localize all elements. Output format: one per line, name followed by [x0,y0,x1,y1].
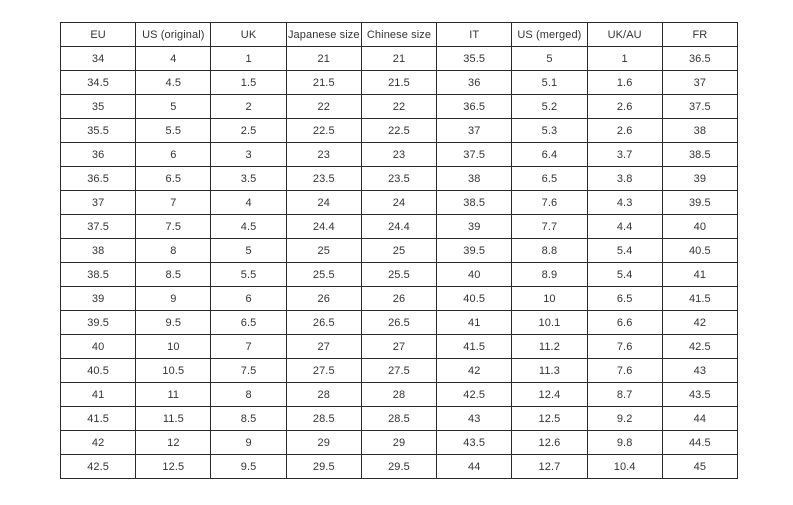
table-cell: 43 [437,407,512,431]
table-row [61,383,738,407]
table-cell: 35 [61,95,136,119]
table-row [61,215,738,239]
table-cell: 36 [437,71,512,95]
table-row [61,71,738,95]
table-cell: 29 [361,431,436,455]
table-cell: 38.5 [437,191,512,215]
column-header: UK/AU [587,23,662,47]
table-cell: 40 [61,335,136,359]
table-cell: 8.5 [136,263,211,287]
table-row [61,191,738,215]
table-cell: 25.5 [361,263,436,287]
table-cell: 8.8 [512,239,587,263]
table-cell: 25 [286,239,361,263]
table-cell: 38.5 [61,263,136,287]
table-cell: 4.3 [587,191,662,215]
table-cell: 37 [61,191,136,215]
table-cell: 5.3 [512,119,587,143]
table-cell: 12.7 [512,455,587,479]
table-cell: 37 [662,71,737,95]
table-cell: 44 [662,407,737,431]
table-row [61,95,738,119]
table-cell: 26.5 [286,311,361,335]
table-cell: 8.5 [211,407,286,431]
table-cell: 25 [361,239,436,263]
table-cell: 7.5 [136,215,211,239]
table-cell: 5.1 [512,71,587,95]
header-row [61,23,738,47]
table-cell: 39 [61,287,136,311]
table-cell: 26 [361,287,436,311]
table-row [61,143,738,167]
table-cell: 7 [211,335,286,359]
table-cell: 5 [512,47,587,71]
table-row [61,47,738,71]
table-cell: 38 [61,239,136,263]
table-cell: 41.5 [437,335,512,359]
table-cell: 9 [211,431,286,455]
table-cell: 42.5 [662,335,737,359]
table-cell: 8.9 [512,263,587,287]
table-cell: 12.5 [136,455,211,479]
table-cell: 34.5 [61,71,136,95]
table-cell: 6 [211,287,286,311]
table-cell: 42 [61,431,136,455]
table-cell: 37.5 [437,143,512,167]
table-cell: 8 [211,383,286,407]
shoe-size-conversion-table [60,22,738,479]
table-cell: 29.5 [361,455,436,479]
table-cell: 21.5 [286,71,361,95]
table-cell: 11.2 [512,335,587,359]
table-cell: 9.5 [211,455,286,479]
table-row [61,431,738,455]
table-cell: 37.5 [662,95,737,119]
table-cell: 1 [211,47,286,71]
table-cell: 5 [136,95,211,119]
table-cell: 21 [361,47,436,71]
table-cell: 5 [211,239,286,263]
table-row [61,119,738,143]
table-cell: 42 [662,311,737,335]
table-cell: 38 [437,167,512,191]
table-cell: 4 [136,47,211,71]
table-cell: 6.6 [587,311,662,335]
table-cell: 6.4 [512,143,587,167]
table-cell: 34 [61,47,136,71]
table-row [61,239,738,263]
table-cell: 26 [286,287,361,311]
table-cell: 10.5 [136,359,211,383]
table-cell: 7.7 [512,215,587,239]
column-header: US (merged) [512,23,587,47]
table-cell: 9.8 [587,431,662,455]
table-cell: 11 [136,383,211,407]
table-row [61,359,738,383]
table-cell: 29.5 [286,455,361,479]
table-cell: 5.4 [587,239,662,263]
table-cell: 38 [662,119,737,143]
table-cell: 5.4 [587,263,662,287]
table-row [61,263,738,287]
table-cell: 2.5 [211,119,286,143]
table-cell: 7.5 [211,359,286,383]
table-cell: 3.5 [211,167,286,191]
table-cell: 28.5 [286,407,361,431]
table-cell: 22.5 [361,119,436,143]
table-cell: 44.5 [662,431,737,455]
table-cell: 43.5 [437,431,512,455]
table-cell: 4 [211,191,286,215]
table-cell: 43.5 [662,383,737,407]
table-cell: 28 [286,383,361,407]
table-cell: 8.7 [587,383,662,407]
table-row [61,407,738,431]
column-header: Chinese size [361,23,436,47]
table-cell: 36.5 [61,167,136,191]
table-cell: 43 [662,359,737,383]
table-cell: 9 [136,287,211,311]
table-cell: 3 [211,143,286,167]
table-cell: 12.5 [512,407,587,431]
table-cell: 12.4 [512,383,587,407]
table-cell: 22.5 [286,119,361,143]
table-cell: 41 [662,263,737,287]
column-header: UK [211,23,286,47]
table-cell: 12 [136,431,211,455]
table-cell: 6.5 [587,287,662,311]
table-cell: 22 [286,95,361,119]
table-cell: 22 [361,95,436,119]
table-cell: 2.6 [587,95,662,119]
table-cell: 27 [361,335,436,359]
table-cell: 36.5 [662,47,737,71]
table-cell: 7.6 [587,335,662,359]
table-cell: 27 [286,335,361,359]
table-row [61,335,738,359]
column-header: FR [662,23,737,47]
table-cell: 11.5 [136,407,211,431]
table-cell: 35.5 [437,47,512,71]
table-cell: 23 [361,143,436,167]
table-cell: 37.5 [61,215,136,239]
table-cell: 41 [61,383,136,407]
table-cell: 42.5 [61,455,136,479]
table-cell: 27.5 [361,359,436,383]
table-cell: 2 [211,95,286,119]
table-cell: 39 [662,167,737,191]
table-cell: 39 [437,215,512,239]
table-cell: 3.8 [587,167,662,191]
table-cell: 3.7 [587,143,662,167]
table-row [61,311,738,335]
table-cell: 9.5 [136,311,211,335]
table-cell: 4.5 [211,215,286,239]
column-header: IT [437,23,512,47]
table-cell: 40.5 [437,287,512,311]
table-cell: 24 [361,191,436,215]
table-cell: 11.3 [512,359,587,383]
table-cell: 37 [437,119,512,143]
table-cell: 6.5 [211,311,286,335]
table-cell: 7 [136,191,211,215]
table-cell: 23 [286,143,361,167]
table-body [61,47,738,479]
table-cell: 21 [286,47,361,71]
table-cell: 23.5 [286,167,361,191]
table-cell: 10 [512,287,587,311]
table-cell: 40.5 [61,359,136,383]
table-cell: 40 [437,263,512,287]
table-cell: 24 [286,191,361,215]
table-cell: 4.5 [136,71,211,95]
table-cell: 6.5 [512,167,587,191]
table-cell: 6.5 [136,167,211,191]
table-cell: 40 [662,215,737,239]
table-cell: 7.6 [587,359,662,383]
table-cell: 39.5 [662,191,737,215]
table-cell: 2.6 [587,119,662,143]
table-cell: 38.5 [662,143,737,167]
table-cell: 10 [136,335,211,359]
table-cell: 1.5 [211,71,286,95]
table-row [61,455,738,479]
table-cell: 27.5 [286,359,361,383]
table-cell: 12.6 [512,431,587,455]
table-cell: 5.5 [136,119,211,143]
table-cell: 1.6 [587,71,662,95]
table-cell: 8 [136,239,211,263]
table-cell: 41.5 [662,287,737,311]
table-cell: 7.6 [512,191,587,215]
column-header: US (original) [136,23,211,47]
table-cell: 28 [361,383,436,407]
table-cell: 39.5 [437,239,512,263]
table-cell: 41 [437,311,512,335]
table-cell: 45 [662,455,737,479]
table-row [61,167,738,191]
table-cell: 42.5 [437,383,512,407]
table-cell: 21.5 [361,71,436,95]
table-cell: 35.5 [61,119,136,143]
table-cell: 42 [437,359,512,383]
table-cell: 5.5 [211,263,286,287]
table-cell: 6 [136,143,211,167]
table-cell: 28.5 [361,407,436,431]
table-cell: 41.5 [61,407,136,431]
table-cell: 24.4 [361,215,436,239]
table-cell: 23.5 [361,167,436,191]
table-cell: 24.4 [286,215,361,239]
table-cell: 9.2 [587,407,662,431]
table-cell: 36.5 [437,95,512,119]
table-cell: 39.5 [61,311,136,335]
table-cell: 10.4 [587,455,662,479]
table-cell: 40.5 [662,239,737,263]
table-cell: 44 [437,455,512,479]
table-header [61,23,738,47]
table-row [61,287,738,311]
table-cell: 29 [286,431,361,455]
column-header: EU [61,23,136,47]
table-cell: 1 [587,47,662,71]
column-header: Japanese size [286,23,361,47]
table-cell: 26.5 [361,311,436,335]
table-cell: 10.1 [512,311,587,335]
table-cell: 25.5 [286,263,361,287]
table-cell: 5.2 [512,95,587,119]
table-cell: 4.4 [587,215,662,239]
table-cell: 36 [61,143,136,167]
